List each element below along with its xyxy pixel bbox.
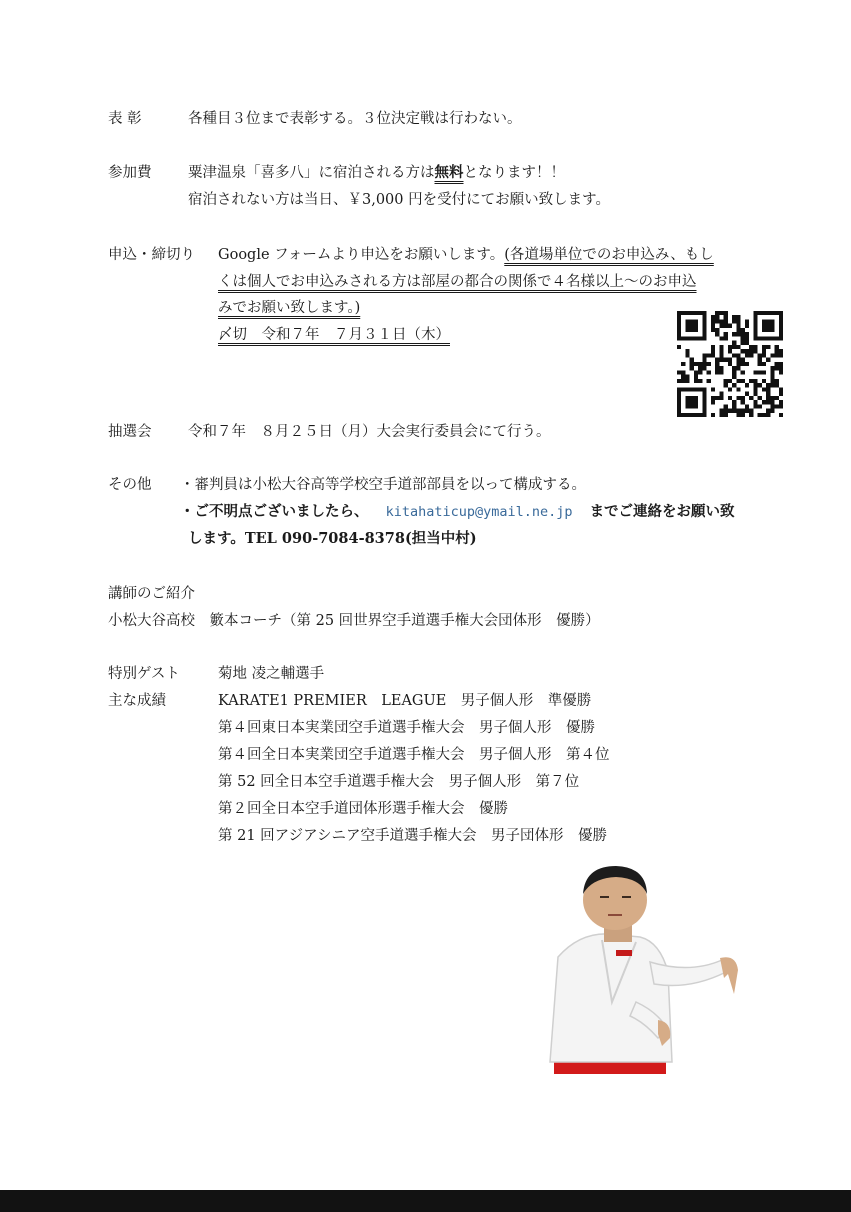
result-item: 第２回全日本空手道団体形選手権大会 優勝 — [218, 801, 508, 817]
application-line2: くは個人でお申込みされる方は部屋の都合の関係で４名様以上～のお申込 — [218, 274, 697, 290]
instructor-line: 小松大谷高校 籔本コーチ（第 25 回世界空手道選手権大会団体形 優勝） — [108, 613, 600, 629]
other-bullet2 — [180, 502, 735, 522]
guest-name: 菊地 凌之輔選手 — [218, 666, 325, 682]
award-text: 各種目３位まで表彰する。３位決定戦は行わない。 — [188, 111, 522, 127]
other-bullet2-pre: ・ご不明点ございましたら、 — [180, 503, 369, 520]
contact-email-link[interactable]: kitahaticup@ymail.ne.jp — [385, 504, 573, 520]
fee-line2: 宿泊されない方は当日、￥3,000 円を受付にてお願い致します。 — [188, 192, 610, 208]
result-item: 第４回全日本実業団空手道選手権大会 男子個人形 第４位 — [218, 747, 610, 763]
athlete-photo — [540, 862, 750, 1077]
guest-label: 特別ゲスト — [108, 666, 180, 682]
application-note: (各道場単位でのお申込み、もし — [504, 247, 714, 263]
lottery-label: 抽選会 — [108, 424, 152, 440]
other-bullet2-post: までご連絡をお願い致 — [589, 503, 735, 520]
bottom-bar — [0, 1190, 851, 1212]
lottery-text: 令和７年 ８月２５日（月）大会実行委員会にて行う。 — [188, 424, 551, 440]
result-item: 第 52 回全日本空手道選手権大会 男子個人形 第７位 — [218, 774, 580, 790]
application-deadline: 〆切 令和７年 ７月３１日（木） — [218, 327, 450, 343]
athlete-figure — [550, 866, 738, 1074]
other-bullet2-line2: します。TEL 090-7084-8378(担当中村) — [188, 530, 477, 547]
result-item: KARATE1 PREMIER LEAGUE 男子個人形 準優勝 — [218, 693, 592, 709]
fee-line1-pre: 粟津温泉「喜多八」に宿泊される方は — [188, 165, 435, 181]
application-line1-pre: Google フォームより申込をお願いします。 — [218, 247, 505, 263]
qr-code-icon[interactable] — [677, 311, 783, 417]
fee-line1-post: となります！！ — [463, 165, 565, 181]
results-label: 主な成績 — [108, 693, 166, 709]
fee-line1 — [188, 163, 565, 183]
application-line1 — [218, 245, 714, 265]
instructor-heading: 講師のご紹介 — [108, 586, 195, 602]
fee-label: 参加費 — [108, 165, 152, 181]
award-label: 表 彰 — [108, 111, 142, 127]
fee-free: 無料 — [434, 164, 464, 181]
application-line3: みでお願い致します。) — [218, 300, 361, 316]
application-label: 申込・締切り — [108, 247, 195, 263]
other-label: その他 — [108, 477, 152, 493]
result-item: 第 21 回アジアシニア空手道選手権大会 男子団体形 優勝 — [218, 828, 608, 844]
result-item: 第４回東日本実業団空手道選手権大会 男子個人形 優勝 — [218, 720, 595, 736]
other-bullet1: ・審判員は小松大谷高等学校空手道部部員を以って構成する。 — [180, 477, 586, 493]
